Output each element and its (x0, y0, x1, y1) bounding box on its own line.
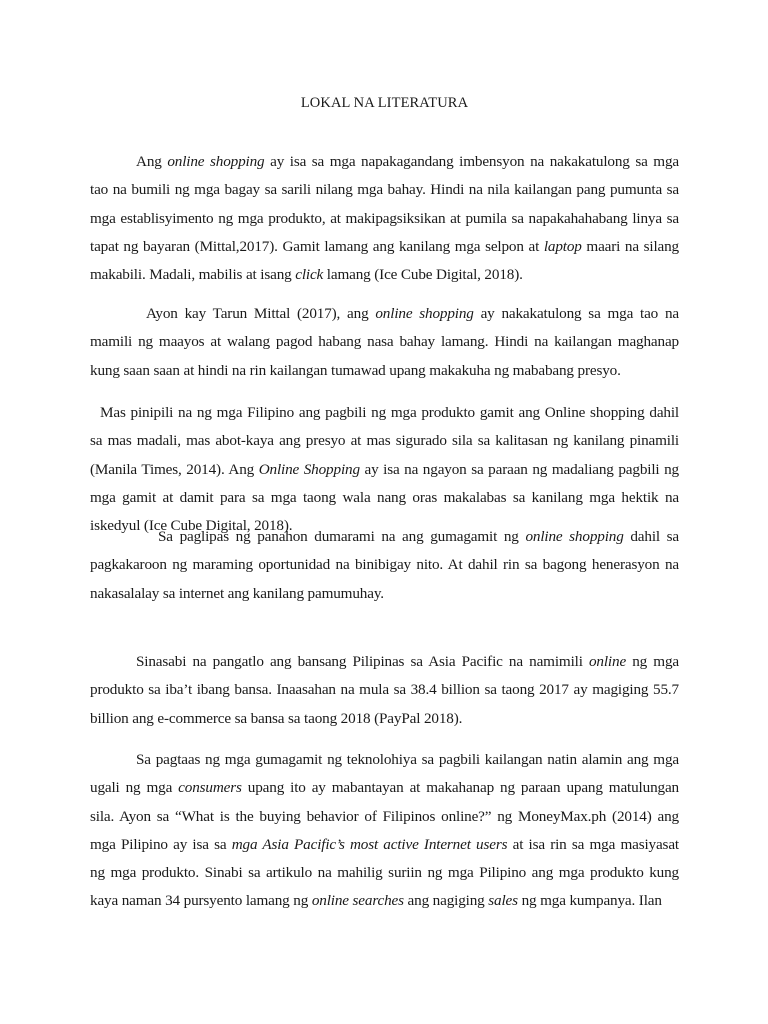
text-run: mga Pilipino ay isa sa (90, 835, 232, 853)
text-run: ng mga kumpanya. Ilan (517, 892, 662, 910)
text-run: dahil sa (623, 528, 679, 545)
paragraph-line (90, 176, 679, 204)
text-run: ugali ng mga (90, 779, 179, 797)
text-run: ng mga produkto. Sinabi sa artikulo na mahilig suriin ng mga Pilipino ang mga produkto kung (90, 864, 679, 882)
paragraph-line (90, 300, 679, 328)
text-run: sila. Ayon sa “What is the buying behavior of Filipinos online?” ng MoneyMax.ph (2014) ang (90, 807, 679, 825)
paragraph-line (90, 233, 679, 261)
text-run: nakasalalay sa internet ang kanilang pamumuhay. (90, 584, 384, 602)
italic-text: consumers (178, 779, 242, 797)
paragraph-line (90, 705, 679, 733)
paragraph-line (90, 831, 679, 859)
italic-text: online (588, 653, 627, 670)
text-run: Sa pagtaas ng mga gumagamit ng teknolohiya sa pagbili kailangan natin alamin ang mga (136, 751, 679, 768)
paragraph-line (90, 427, 679, 455)
paragraph-line (90, 357, 679, 385)
paragraph-line (90, 523, 679, 551)
text-run: mamili ng maayos at walang pagod habang nasa bahay lamang. Hindi na kailangan maghanap (90, 333, 679, 351)
text-run: ay isa sa mga napakagandang imbensyon na nakakatulong sa mga (264, 153, 679, 170)
italic-text: online shopping (375, 305, 474, 322)
document-title: LOKAL NA LITERATURA (300, 95, 469, 111)
text-run: Ayon kay Tarun Mittal (2017), ang (146, 305, 376, 322)
text-run: mga establisyimento ng mga produkto, at makipagsiksikan at pumila sa napakahahabang linya sa (90, 209, 679, 227)
text-run: pagkakaroon ng maraming oportunidad na binibigay nito. At dahil rin sa bagong henerasyon na (90, 556, 679, 574)
text-run: tapat ng bayaran (Mittal,2017). Gamit lamang ang kanilang mga selpon at (90, 237, 544, 255)
text-run: produkto sa iba’t ibang bansa. Inaasahan na mula sa 38.4 billion sa taong 2017 ay magiging 55.7 (90, 681, 679, 699)
paragraph-line (90, 205, 679, 233)
italic-text: online shopping (525, 528, 624, 545)
paragraph-line (90, 551, 679, 579)
text-run: sa mas madali, mas abot-kaya ang presyo at mas sigurado sila sa kalitasan ng kanilang pinamili (90, 432, 679, 450)
paragraph-line (90, 261, 679, 289)
paragraph-line (90, 580, 679, 608)
paragraph-line (90, 648, 679, 676)
text-run: kung saan saan at hindi na rin kailangan tumawad upang makakuha ng mababang presyo. (90, 361, 621, 379)
text-run: lamang (Ice Cube Digital, 2018). (323, 266, 523, 284)
italic-text: mga Asia Pacific’s most active Internet users (231, 835, 508, 853)
paragraph-line (90, 676, 679, 704)
paragraph-line (90, 746, 679, 774)
italic-text: Online Shopping (258, 460, 360, 478)
paragraph-line (90, 484, 679, 512)
italic-text: click (295, 266, 324, 284)
paragraph-line (90, 456, 679, 484)
text-run: mga gamit at damit para sa mga taong wala nang oras makalabas sa kanilang mga hektik na (90, 488, 679, 506)
text-run: billion ang e-commerce sa bansa sa taong 2018 (PayPal 2018). (90, 709, 463, 727)
text-run: ng mga (626, 653, 679, 670)
italic-text: laptop (543, 237, 582, 255)
text-run: maari na silang (581, 237, 679, 255)
text-run: Sinasabi na pangatlo ang bansang Pilipinas sa Asia Pacific na namimili (136, 653, 589, 670)
text-run: makabili. Madali, mabilis at isang (90, 266, 296, 284)
text-run: ay nakakatulong sa mga tao na (473, 305, 679, 322)
text-run: ang nagiging (403, 892, 489, 910)
paragraph-2 (90, 300, 679, 385)
document-page (90, 0, 679, 1024)
paragraph-line (90, 859, 679, 887)
italic-text: sales (488, 892, 518, 910)
paragraph-line (90, 774, 679, 802)
text-run: Ang (136, 153, 168, 170)
paragraph-line (90, 328, 679, 356)
paragraph-3 (90, 399, 679, 540)
paragraph-1 (90, 148, 679, 289)
paragraph-4 (90, 523, 679, 608)
text-run: tao na bumili ng mga bagay sa sarili nilang mga bahay. Hindi na nila kailangan pang pumunta sa (90, 181, 679, 199)
text-run: at isa rin sa mga masiyasat (507, 835, 679, 853)
paragraph-line (90, 148, 679, 176)
text-run: Mas pinipili na ng mga Filipino ang pagbili ng mga produkto gamit ang Online shopping dahil (100, 404, 679, 421)
paragraph-5 (90, 648, 679, 733)
paragraph-line (90, 803, 679, 831)
text-run: ay isa na ngayon sa paraan ng madaliang pagbili ng (359, 460, 679, 478)
text-run: (Manila Times, 2014). Ang (90, 460, 259, 478)
text-run: Sa paglipas ng panahon dumarami na ang gumagamit ng (158, 528, 526, 545)
paragraph-line (90, 399, 679, 427)
text-run: upang ito ay mabantayan at makahanap ng paraan upang matulungan (241, 779, 679, 797)
paragraph-line (90, 887, 679, 915)
italic-text: online searches (311, 892, 404, 910)
paragraph-6 (90, 746, 679, 916)
text-run: iskedyul (Ice Cube Digital, 2018). (90, 517, 293, 535)
italic-text: online shopping (167, 153, 265, 170)
text-run: kaya naman 34 pursyento lamang ng (90, 892, 312, 910)
